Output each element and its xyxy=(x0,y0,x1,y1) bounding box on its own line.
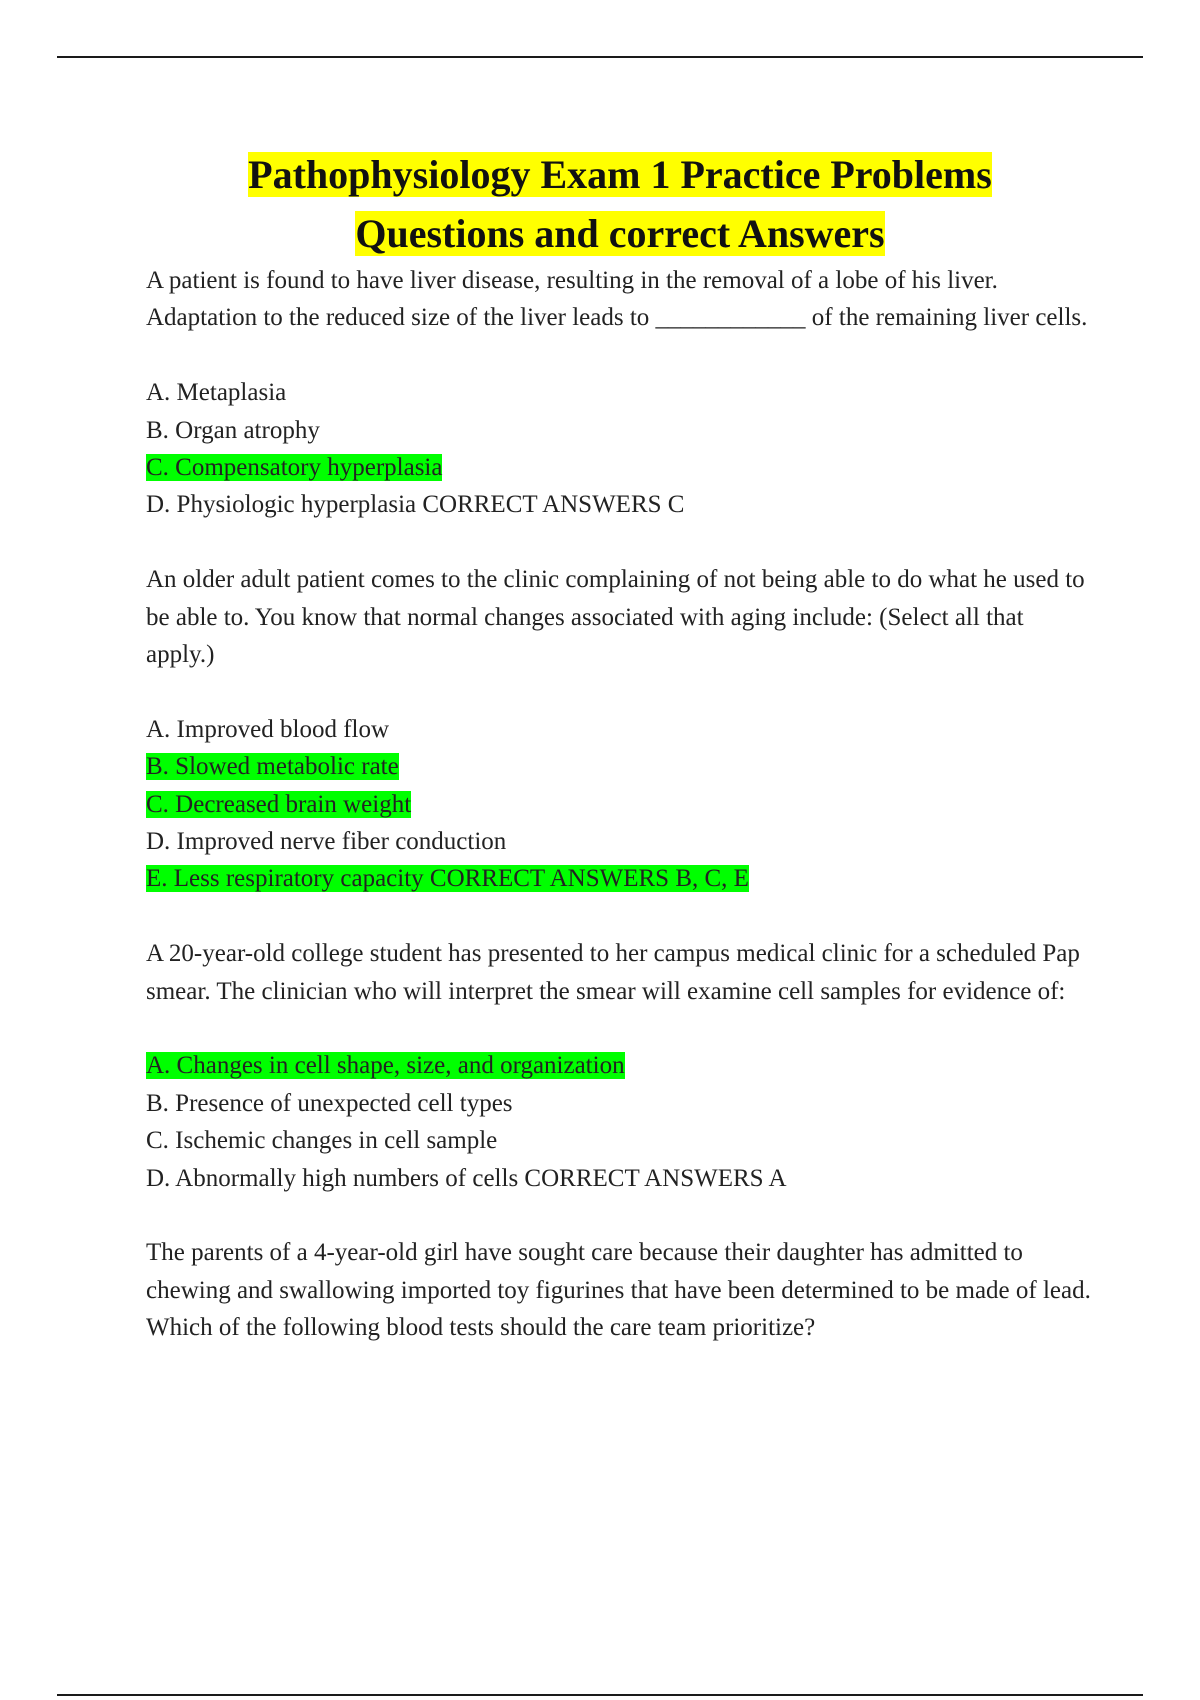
option-text: A. Improved blood flow xyxy=(146,715,390,743)
title-line-1: Pathophysiology Exam 1 Practice Problems xyxy=(248,152,992,197)
option-text: C. Ischemic changes in cell sample xyxy=(146,1127,498,1155)
option-item xyxy=(146,1047,1096,1084)
highlighted-answer: C. Compensatory hyperplasia xyxy=(146,454,443,482)
question-text: An older adult patient comes to the clinic complaining of not being able to do what he used to be able to. You know that normal changes associated with aging include: (Select all that apply.) xyxy=(146,566,1085,669)
option-item xyxy=(146,449,1096,486)
option-text: A. Metaplasia xyxy=(146,379,287,407)
option-item xyxy=(146,786,1096,823)
option-text: D. Physiologic hyperplasia CORRECT ANSWERS C xyxy=(146,491,685,519)
option-text: D. Improved nerve fiber conduction xyxy=(146,828,507,856)
option-item xyxy=(146,748,1096,785)
option-item xyxy=(146,486,1096,523)
question-text: A patient is found to have liver disease, resulting in the removal of a lobe of his liver. Adaptation to the reduced size of the liver leads to ____________ of the remaining liver cells. xyxy=(146,267,1088,332)
question-text: A 20-year-old college student has presented to her campus medical clinic for a scheduled Pap smear. The clinician who will interpret the smear will examine cell samples for evidence of: xyxy=(146,940,1080,1005)
highlighted-answer: B. Slowed metabolic rate xyxy=(146,753,399,781)
option-list xyxy=(146,711,1096,898)
option-item xyxy=(146,374,1096,411)
questions-container xyxy=(146,262,1096,1384)
option-item xyxy=(146,711,1096,748)
top-rule xyxy=(57,56,1143,58)
option-item xyxy=(146,1160,1096,1197)
option-item xyxy=(146,1085,1096,1122)
option-item xyxy=(146,823,1096,860)
option-text: B. Presence of unexpected cell types xyxy=(146,1089,513,1117)
option-item xyxy=(146,860,1096,897)
option-item xyxy=(146,1122,1096,1159)
highlighted-answer: A. Changes in cell shape, size, and organization xyxy=(146,1052,625,1080)
option-item xyxy=(146,412,1096,449)
title-line-2: Questions and correct Answers xyxy=(355,211,885,256)
page-title xyxy=(60,145,1180,263)
option-text: D. Abnormally high numbers of cells CORRECT ANSWERS A xyxy=(146,1164,787,1192)
bottom-rule xyxy=(57,1694,1143,1696)
option-list xyxy=(146,374,1096,524)
option-list xyxy=(146,1047,1096,1197)
highlighted-answer: C. Decreased brain weight xyxy=(146,790,412,818)
highlighted-answer: E. Less respiratory capacity CORRECT ANSWERS B, C, E xyxy=(146,865,749,893)
question-text: The parents of a 4-year-old girl have sought care because their daughter has admitted to chewing and swallowing imported toy figurines that have been determined to be made of lead. Which of the following blood tests should the care team prioritize? xyxy=(146,1239,1091,1342)
option-text: B. Organ atrophy xyxy=(146,416,320,444)
